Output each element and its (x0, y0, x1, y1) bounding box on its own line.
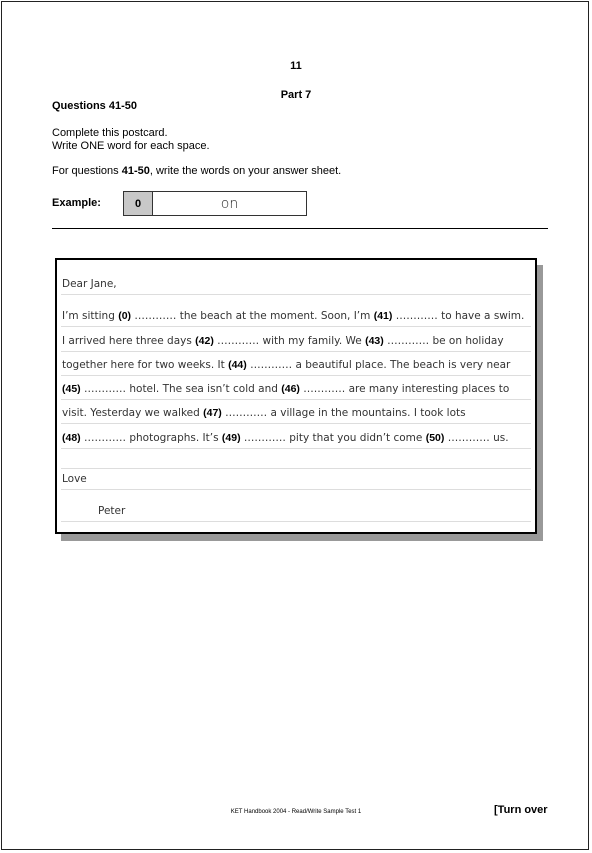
postcard-text: ………… to have a swim. (392, 310, 525, 322)
question-number: (48) (62, 432, 81, 444)
postcard-greeting: Dear Jane, (61, 274, 531, 295)
postcard-text: ………… photographs. It’s (80, 432, 222, 444)
postcard-text: I’m sitting (62, 310, 119, 322)
postcard-closing: Love (61, 469, 531, 490)
example-box (123, 191, 307, 216)
question-number: (44) (228, 359, 247, 371)
instruction-line-2: Write ONE word for each space. (52, 140, 210, 152)
postcard-line (61, 428, 531, 449)
postcard-text: ………… a village in the mountains. I took lots (221, 407, 466, 419)
question-number: (45) (62, 383, 81, 395)
postcard-text: ………… pity that you didn’t come (240, 432, 426, 444)
postcard-line (61, 306, 531, 327)
part-title: Part 7 (280, 89, 312, 101)
postcard-signature-line (61, 501, 531, 522)
question-number: (46) (281, 383, 300, 395)
instructions (52, 127, 210, 153)
questions-heading: Questions 41-50 (52, 100, 137, 112)
postcard-line (61, 355, 531, 376)
postcard-line (61, 403, 531, 424)
turn-over-label: [Turn over (494, 804, 548, 816)
postcard-text: ………… hotel. The sea isn’t cold and (80, 383, 282, 395)
example-answer: on (220, 195, 239, 212)
postcard-text: I arrived here three days (62, 335, 196, 347)
postcard-blank-line (61, 448, 531, 469)
for-questions-range: 41-50 (121, 165, 150, 177)
question-number: (42) (195, 335, 214, 347)
page-number: 11 (290, 60, 302, 72)
postcard-text: visit. Yesterday we walked (62, 407, 204, 419)
question-number: (43) (365, 335, 384, 347)
postcard-signature: Peter (98, 505, 126, 517)
example-label: Example: (52, 197, 101, 209)
postcard-text: ………… are many interesting places to (299, 383, 510, 395)
for-questions-suffix: , write the words on your answer sheet. (149, 165, 342, 177)
question-number: (47) (203, 407, 222, 419)
postcard-text: ………… us. (444, 432, 509, 444)
postcard-text: ………… a beautiful place. The beach is very near (246, 359, 511, 371)
question-number: (50) (425, 432, 445, 444)
postcard-text: ………… be on holiday (383, 335, 504, 347)
for-questions-prefix: For questions (52, 165, 122, 177)
instruction-line-1: Complete this postcard. (52, 127, 168, 139)
question-number: (0) (118, 310, 132, 322)
answer-sheet-instruction (52, 165, 341, 177)
postcard-text: together here for two weeks. It (62, 359, 229, 371)
question-number: (49) (221, 432, 241, 444)
question-number: (41) (373, 310, 393, 322)
example-number: 0 (124, 192, 153, 215)
postcard-text: ………… with my family. We (213, 335, 366, 347)
divider-rule (52, 228, 548, 229)
footer-text: KET Handbook 2004 - Read/Write Sample Test 1 (230, 809, 362, 815)
postcard-text: ………… the beach at the moment. Soon, I’m (131, 310, 374, 322)
postcard (55, 258, 537, 534)
postcard-line (61, 331, 531, 352)
postcard-line (61, 379, 531, 400)
